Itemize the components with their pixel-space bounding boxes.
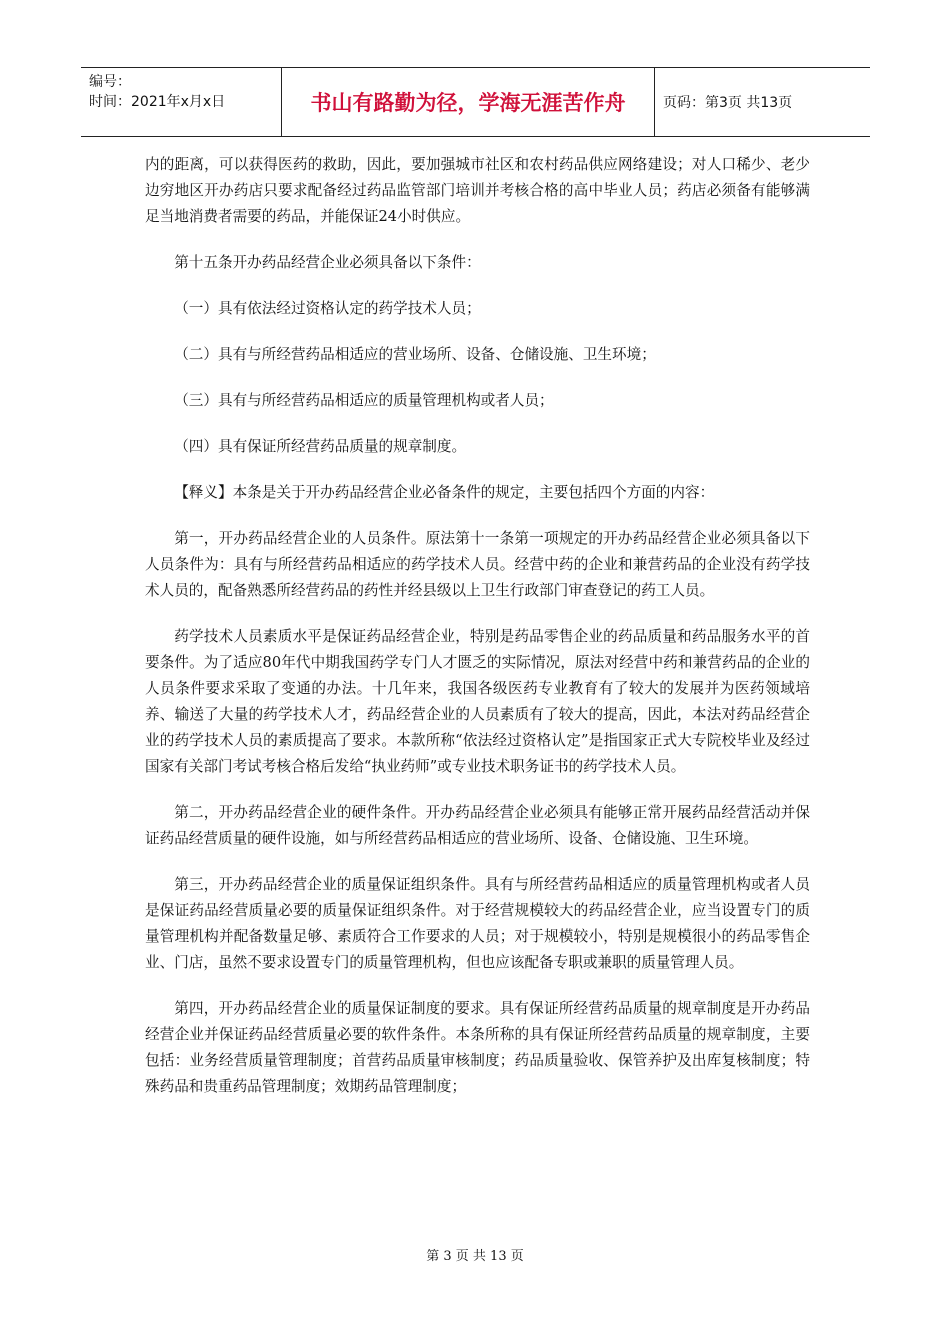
body-paragraph: 第二，开办药品经营企业的硬件条件。开办药品经营企业必须具有能够正常开展药品经营活动并保证药品经营质量的硬件设施，如与所经营药品相适应的营业场所、设备、仓储设施、卫生环境。 [145, 804, 810, 847]
document-number-label: 编号： [89, 74, 131, 90]
body-paragraph: 第一，开办药品经营企业的人员条件。原法第十一条第一项规定的开办药品经营企业必须具备以下人员条件为：具有与所经营药品相适应的药学技术人员。经营中药的企业和兼营药品的企业没有药学技术人员的，配备熟悉所经营药品的药性并经县级以上卫生行政部门审查登记的药工人员。 [145, 530, 810, 599]
body-paragraph: 内的距离，可以获得医药的救助，因此，要加强城市社区和农村药品供应网络建设；对人口稀少、老少边穷地区开办药店只要求配备经过药品监管部门培训并考核合格的高中毕业人员；药店必须备有能够满足当地消费者需要的药品，并能保证24小时供应。 [145, 156, 810, 225]
body-paragraph: 第四，开办药品经营企业的质量保证制度的要求。具有保证所经营药品质量的规章制度是开办药品经营企业并保证药品经营质量必要的软件条件。本条所称的具有保证所经营药品质量的规章制度，主要包括：业务经营质量管理制度；首营药品质量审核制度；药品质量验收、保管养护及出库复核制度；特殊药品和贵重药品管理制度；效期药品管理制度； [145, 1000, 810, 1095]
body-paragraph: （三）具有与所经营药品相适应的质量管理机构或者人员； [174, 392, 554, 409]
document-body [145, 152, 810, 1120]
body-paragraph: （一）具有依法经过资格认定的药学技术人员； [174, 300, 481, 317]
page-footer: 第 3 页 共 13 页 [426, 1249, 524, 1264]
body-paragraph: 【释义】本条是关于开办药品经营企业必备条件的规定，主要包括四个方面的内容： [174, 484, 715, 501]
body-paragraph: 第十五条开办药品经营企业必须具备以下条件： [174, 254, 481, 271]
page-header [81, 67, 870, 137]
body-paragraph: 药学技术人员素质水平是保证药品经营企业，特别是药品零售企业的药品质量和药品服务水平的首要条件。为了适应80年代中期我国药学专门人才匮乏的实际情况，原法对经营中药和兼营药品的企业的人员条件要求采取了变通的办法。十几年来，我国各级医药专业教育有了较大的发展并为医药领域培养、输送了大量的药学技术人才，药品经营企业的人员素质有了较大的提高，因此，本法对药品经营企业的药学技术人员的素质提高了要求。本款所称“依法经过资格认定”是指国家正式大专院校毕业及经过国家有关部门考试考核合格后发给“执业药师”或专业技术职务证书的药学技术人员。 [145, 628, 810, 775]
document-date: 时间：2021年x月x日 [89, 94, 226, 110]
header-motto: 书山有路勤为径，学海无涯苦作舟 [282, 68, 655, 136]
body-paragraph: 第三，开办药品经营企业的质量保证组织条件。具有与所经营药品相适应的质量管理机构或者人员是保证药品经营质量必要的质量保证组织条件。对于经营规模较大的药品经营企业，应当设置专门的质量管理机构并配备数量足够、素质符合工作要求的人员；对于规模较小，特别是规模很小的药品零售企业、门店，虽然不要求设置专门的质量管理机构，但也应该配备专职或兼职的质量管理人员。 [145, 876, 810, 971]
body-paragraph: （二）具有与所经营药品相适应的营业场所、设备、仓储设施、卫生环境； [174, 346, 656, 363]
header-meta [81, 68, 282, 136]
header-page-info: 页码：第3页 共13页 [663, 95, 793, 111]
body-paragraph: （四）具有保证所经营药品质量的规章制度。 [174, 438, 467, 455]
